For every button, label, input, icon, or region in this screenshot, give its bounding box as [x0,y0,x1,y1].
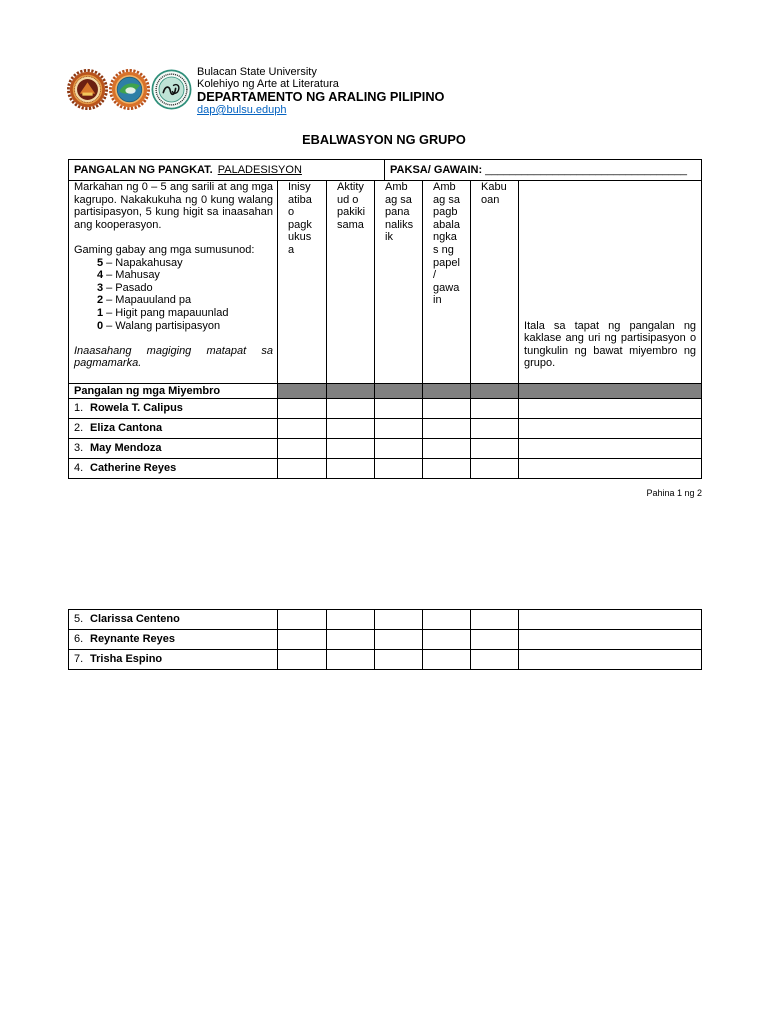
scale-score: 5 [97,256,104,269]
total-cell [471,419,519,439]
score-cell [327,650,375,670]
score-cell [327,610,375,630]
criterion-total-header: Kabu oan [471,181,519,384]
member-name-cell [69,399,278,419]
document-title: EBALWASYON NG GRUPO [302,132,466,147]
member-name: Rowela T. Calipus [90,402,183,415]
member-row [69,419,702,439]
total-cell [471,630,519,650]
member-name: Reynante Reyes [90,633,175,646]
scale-item [97,257,273,270]
scale-description: – Walang partisipasyon [106,319,221,332]
member-number: 6. [74,633,84,646]
member-row [69,610,702,630]
role-notes-cell [519,419,702,439]
score-cell [278,439,327,459]
scale-description: – Mahusay [106,269,160,282]
shaded-cell [471,384,519,399]
scale-description: – Pasado [106,281,153,294]
score-cell [423,650,471,670]
score-cell [278,650,327,670]
score-cell [278,419,327,439]
members-header-row [69,384,702,399]
score-cell [327,439,375,459]
scale-item [97,269,273,282]
role-notes-cell [519,399,702,419]
scale-score: 4 [97,269,104,282]
member-row [69,650,702,670]
score-cell [375,459,423,479]
scale-item [97,320,273,333]
member-number: 3. [74,442,84,455]
member-name: Trisha Espino [90,653,163,666]
total-cell [471,459,519,479]
score-cell [327,419,375,439]
group-name-label: PANGALAN NG PANGKAT. [74,163,213,176]
members-header: Pangalan ng mga Miyembro [69,384,278,399]
spacer [74,332,273,345]
member-name-cell [69,650,278,670]
score-cell [375,650,423,670]
shaded-cell [278,384,327,399]
scale-score: 0 [97,319,104,332]
score-cell [278,630,327,650]
score-cell [278,399,327,419]
shaded-cell [327,384,375,399]
organization-block [197,66,444,117]
department-seal-logo [151,69,192,110]
score-cell [423,399,471,419]
notes-instruction: Itala sa tapat ng pangalan ng kaklase ang uri ng partisipasyon o tungkulin ng bawat miyembro ng grupo. [519,181,702,384]
member-name: Clarissa Centeno [90,613,180,626]
role-notes-cell [519,610,702,630]
topic-label: PAKSA/ GAWAIN: [390,163,483,176]
score-cell [423,439,471,459]
topic-blank-line: _________________________________ [485,163,687,176]
shaded-cell [375,384,423,399]
member-name-cell [69,419,278,439]
role-notes-cell [519,630,702,650]
member-name-cell [69,610,278,630]
shaded-cell [423,384,471,399]
score-cell [375,419,423,439]
header-logos [67,69,192,110]
total-cell [471,650,519,670]
member-number: 1. [74,402,84,415]
score-cell [327,630,375,650]
criterion-research-header: Amb ag sa pana naliks ik [375,181,423,384]
member-number: 4. [74,462,84,475]
criterion-outline-header: Amb ag sa pagb abala ngka s ng papel / gawa in [423,181,471,384]
member-row [69,630,702,650]
score-cell [327,459,375,479]
member-number: 5. [74,613,84,626]
instructions-cell [69,181,278,384]
university-name: Bulacan State University [197,66,317,78]
bulsu-seal-logo [67,69,108,110]
score-cell [327,399,375,419]
total-cell [471,399,519,419]
criteria-row [69,181,702,384]
instructions-text: Markahan ng 0 – 5 ang sarili at ang mga kagrupo. Nakakukuha ng 0 kung walang partisipasyon, 5 kung higit sa inaasahan ang kooperasyon. [74,181,273,231]
role-notes-cell [519,459,702,479]
department-email-link[interactable]: dap@bulsu.eduph [197,104,287,116]
scale-item [97,294,273,307]
topic-cell [385,160,702,181]
score-cell [375,439,423,459]
shaded-cell [519,384,702,399]
group-info-row [69,160,702,181]
scale-score: 2 [97,294,104,307]
guide-intro: Gaming gabay ang mga sumusunod: [74,243,255,256]
score-cell [278,610,327,630]
member-name-cell [69,459,278,479]
evaluation-table [68,159,702,479]
department-name: DEPARTAMENTO NG ARALING PILIPINO [197,89,445,104]
scale-score: 3 [97,281,104,294]
honesty-reminder: Inaasahang magiging matapat sa pagmamarka. [74,344,273,370]
criterion-attitude-header: Aktity ud o pakiki sama [327,181,375,384]
scale-description: – Mapauuland pa [106,294,192,307]
scale-item [97,307,273,320]
rating-scale [74,257,273,333]
member-number: 7. [74,653,84,666]
scale-item [97,282,273,295]
college-name: Kolehiyo ng Arte at Literatura [197,78,339,90]
member-name-cell [69,439,278,459]
member-name-cell [69,630,278,650]
score-cell [423,459,471,479]
member-name: Eliza Cantona [90,422,163,435]
criterion-initiative-header: Inisy atiba o pagk ukus a [278,181,327,384]
member-name: Catherine Reyes [90,462,177,475]
scale-score: 1 [97,306,104,319]
group-name-cell [69,160,385,181]
scale-description: – Napakahusay [106,256,183,269]
score-cell [375,630,423,650]
college-seal-logo [109,69,150,110]
score-cell [423,610,471,630]
total-cell [471,439,519,459]
member-name: May Mendoza [90,442,162,455]
role-notes-cell [519,439,702,459]
member-row [69,439,702,459]
member-row [69,399,702,419]
scale-description: – Higit pang mapauunlad [106,306,229,319]
member-number: 2. [74,422,84,435]
score-cell [278,459,327,479]
page-number: Pahina 1 ng 2 [646,488,702,498]
total-cell [471,610,519,630]
role-notes-cell [519,650,702,670]
evaluation-table-continued [68,609,702,670]
score-cell [423,419,471,439]
member-row [69,459,702,479]
score-cell [375,610,423,630]
spacer [74,231,273,244]
score-cell [423,630,471,650]
score-cell [375,399,423,419]
group-name: PALADESISYON [217,163,302,176]
